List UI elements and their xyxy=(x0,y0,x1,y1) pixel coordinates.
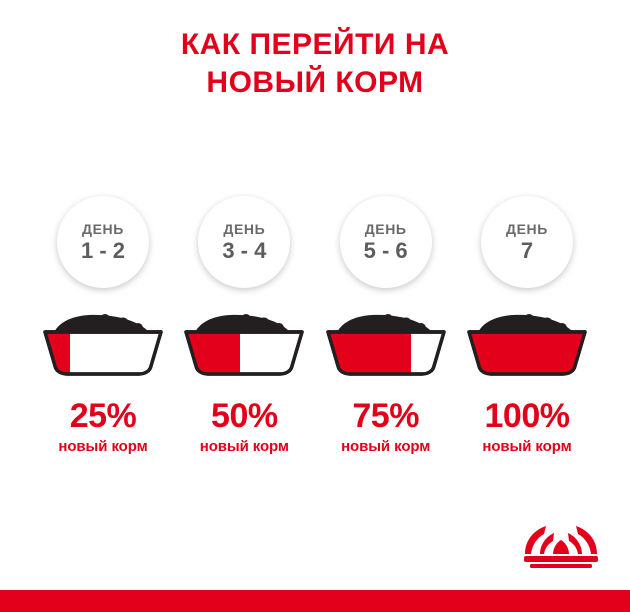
day-badge xyxy=(340,196,432,288)
percent-value: 50% xyxy=(211,397,278,435)
bowl-illustration-100 xyxy=(465,314,589,376)
percent-value: 75% xyxy=(352,397,419,435)
day-word-label: ДЕНЬ xyxy=(82,221,124,237)
step-day-1-2 xyxy=(38,196,168,456)
day-badge xyxy=(57,196,149,288)
percent-caption: новый корм xyxy=(199,438,289,455)
page-title-line-2: НОВЫЙ КОРМ xyxy=(206,66,424,99)
bottom-accent-bar xyxy=(0,590,630,612)
day-number-label: 5 - 6 xyxy=(363,238,408,263)
royal-canin-crown-logo-icon xyxy=(520,520,602,572)
percent-value: 25% xyxy=(69,397,137,435)
bowl-illustration-25 xyxy=(41,314,165,376)
step-day-7 xyxy=(462,196,592,456)
step-day-5-6 xyxy=(321,196,451,456)
day-number-label: 1 - 2 xyxy=(80,238,126,263)
page-title-line-1: КАК ПЕРЕЙТИ НА xyxy=(180,28,450,61)
percent-value: 100% xyxy=(484,397,570,435)
day-word-label: ДЕНЬ xyxy=(506,221,548,237)
day-number-label: 3 - 4 xyxy=(222,238,267,263)
bowl-icon xyxy=(182,314,306,376)
percent-caption: новый корм xyxy=(341,438,431,455)
transition-steps xyxy=(38,196,592,456)
percent-caption: новый корм xyxy=(58,438,148,455)
bowl-icon xyxy=(324,314,448,376)
day-word-label: ДЕНЬ xyxy=(223,221,266,237)
bowl-icon xyxy=(465,314,589,376)
day-badge xyxy=(198,196,290,288)
bowl-illustration-75 xyxy=(324,314,448,376)
bowl-icon xyxy=(41,314,165,376)
step-day-3-4 xyxy=(179,196,309,456)
day-badge xyxy=(481,196,573,288)
day-word-label: ДЕНЬ xyxy=(364,221,407,237)
page-title xyxy=(0,26,630,102)
percent-caption: новый корм xyxy=(482,438,572,455)
bowl-illustration-50 xyxy=(182,314,306,376)
day-number-label: 7 xyxy=(520,238,534,263)
